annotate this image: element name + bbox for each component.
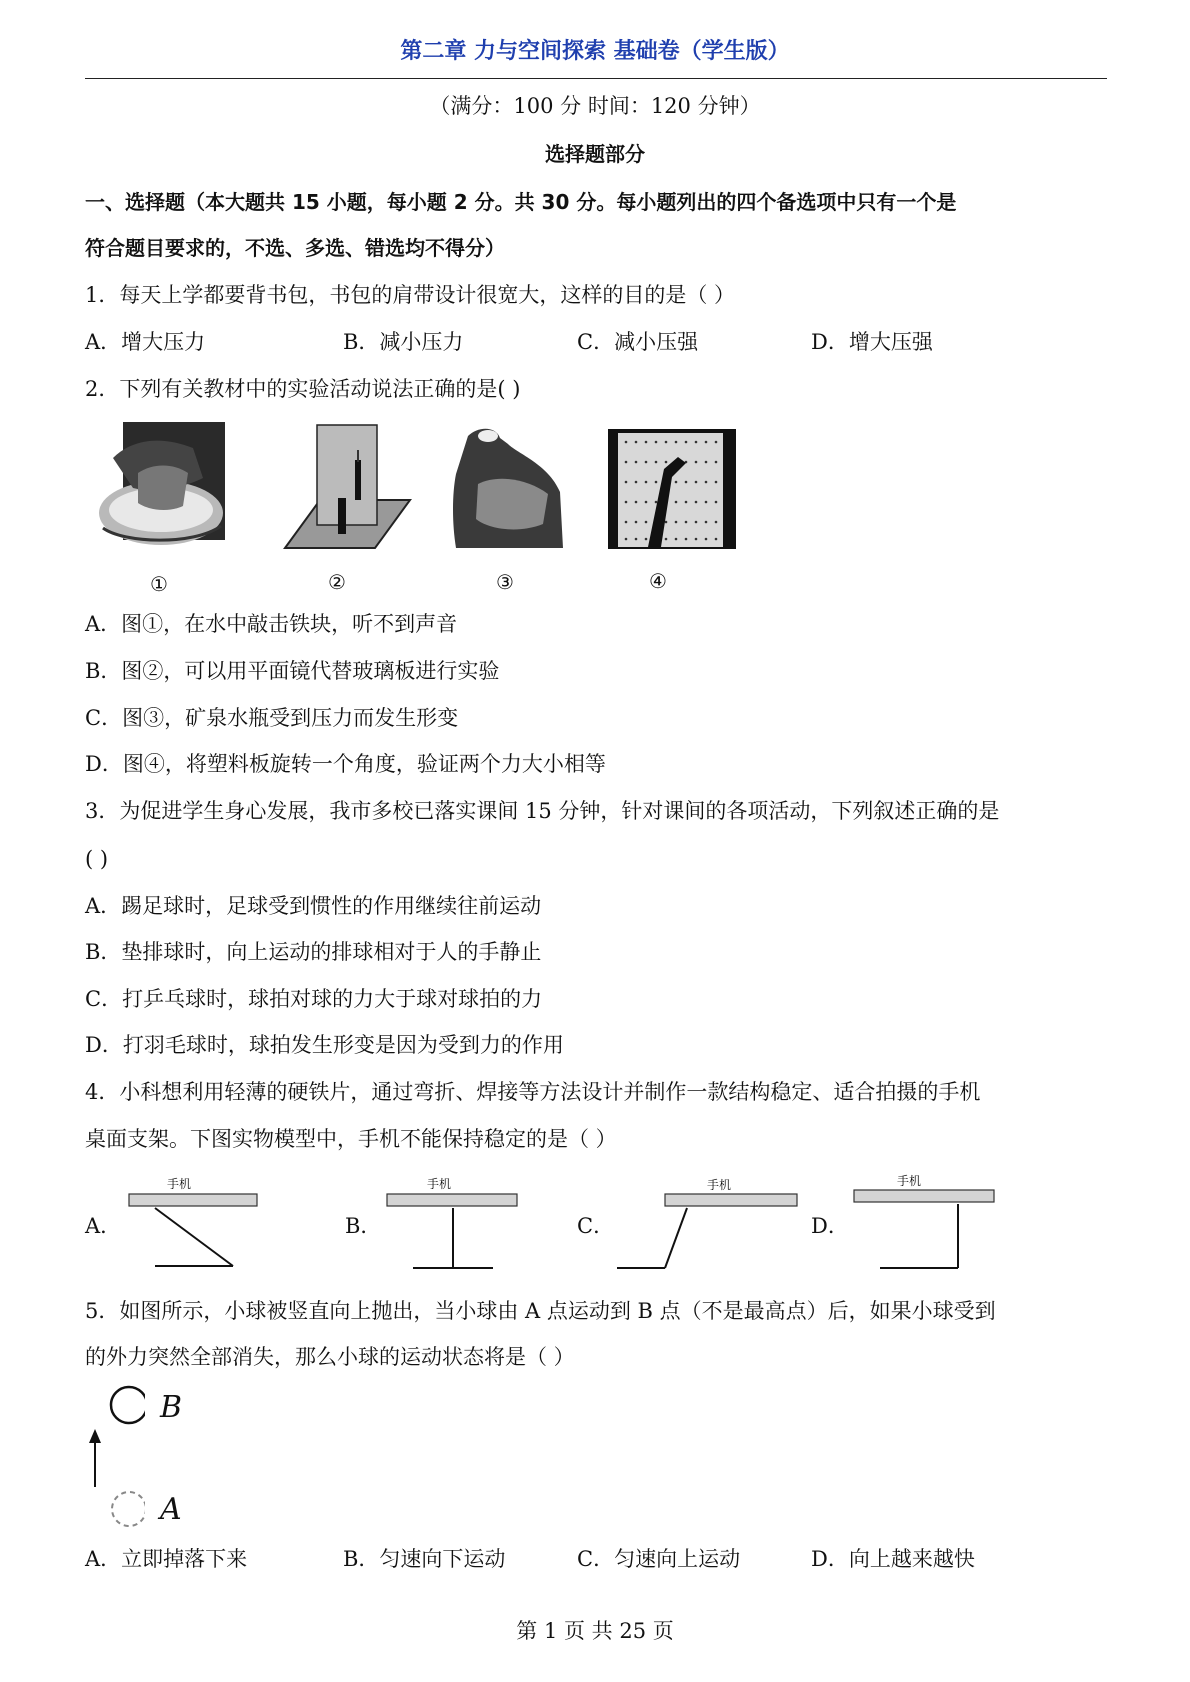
q4-option-d: D． bbox=[811, 1214, 849, 1238]
q4-d-phone-label: 手机 bbox=[897, 1174, 922, 1188]
q4-option-a: A． bbox=[85, 1214, 122, 1238]
figure-1-water-photo bbox=[93, 418, 228, 553]
q5-option-d: D．向上越来越快 bbox=[811, 1547, 975, 1571]
q5-option-a: A．立即掉落下来 bbox=[85, 1547, 248, 1571]
exam-meta: （满分：100 分 时间：120 分钟） bbox=[429, 94, 761, 118]
q3-option-d: D．打羽毛球时，球拍发生形变是因为受到力的作用 bbox=[85, 1033, 564, 1057]
figure-2-label: ② bbox=[328, 570, 346, 594]
page-number: 第 1 页 共 25 页 bbox=[516, 1619, 674, 1643]
q4-a-phone-label: 手机 bbox=[167, 1177, 192, 1191]
question-3-stem-line-2: ( ) bbox=[85, 847, 109, 871]
figure-2-mirror-photo bbox=[280, 420, 415, 555]
q5-option-b: B．匀速向下运动 bbox=[343, 1547, 506, 1571]
question-1-stem: 1．每天上学都要背书包，书包的肩带设计很宽大，这样的目的是（ ） bbox=[85, 283, 736, 307]
q5-ball-motion-diagram bbox=[85, 1385, 145, 1535]
question-2-stem: 2．下列有关教材中的实验活动说法正确的是( ) bbox=[85, 377, 521, 401]
q4-option-b: B． bbox=[345, 1214, 382, 1238]
header-divider bbox=[85, 78, 1107, 79]
q3-option-c: C．打乒乓球时，球拍对球的力大于球对球拍的力 bbox=[85, 987, 543, 1011]
question-3-stem-line-1: 3．为促进学生身心发展，我市多校已落实课间 15 分钟，针对课间的各项活动，下列叙述正确的是 bbox=[85, 799, 1000, 823]
q2-option-d: D．图④，将塑料板旋转一个角度，验证两个力大小相等 bbox=[85, 752, 606, 776]
q5-option-c: C．匀速向上运动 bbox=[577, 1547, 741, 1571]
question-4-stem-line-1: 4．小科想利用轻薄的硬铁片，通过弯折、焊接等方法设计并制作一款结构稳定、适合拍摄的手机 bbox=[85, 1080, 981, 1104]
point-b-label: B bbox=[160, 1390, 183, 1425]
figure-4-board-photo bbox=[606, 427, 738, 552]
q4-option-c: C． bbox=[577, 1214, 615, 1238]
q2-option-b: B．图②，可以用平面镜代替玻璃板进行实验 bbox=[85, 659, 500, 683]
document-title: 第二章 力与空间探索 基础卷（学生版） bbox=[400, 39, 790, 64]
q4-stand-a-diagram bbox=[125, 1190, 265, 1270]
q4-c-phone-label: 手机 bbox=[707, 1178, 732, 1192]
question-4-stem-line-2: 桌面支架。下图实物模型中，手机不能保持稳定的是（ ） bbox=[85, 1127, 617, 1151]
q2-option-c: C．图③，矿泉水瓶受到压力而发生形变 bbox=[85, 706, 459, 730]
q4-stand-c-diagram bbox=[615, 1190, 805, 1272]
q1-option-a: A．增大压力 bbox=[85, 330, 206, 354]
section-heading-line-2: 符合题目要求的，不选、多选、错选均不得分） bbox=[85, 236, 505, 260]
q4-b-phone-label: 手机 bbox=[427, 1177, 452, 1191]
point-a-label: A bbox=[160, 1492, 182, 1527]
section-heading-line-1: 一、选择题（本大题共 15 小题，每小题 2 分。共 30 分。每小题列出的四个备选项中只有一个是 bbox=[85, 190, 957, 214]
q1-option-b: B．减小压力 bbox=[343, 330, 464, 354]
figure-4-label: ④ bbox=[649, 569, 667, 593]
q1-option-d: D．增大压强 bbox=[811, 330, 933, 354]
q4-stand-d-diagram bbox=[850, 1186, 1000, 1272]
q4-stand-b-diagram bbox=[383, 1190, 523, 1272]
q3-option-a: A．踢足球时，足球受到惯性的作用继续往前运动 bbox=[85, 894, 542, 918]
question-5-stem-line-1: 5．如图所示，小球被竖直向上抛出，当小球由 A 点运动到 B 点（不是最高点）后，如果小球受到 bbox=[85, 1299, 996, 1323]
q2-option-a: A．图①，在水中敲击铁块，听不到声音 bbox=[85, 612, 458, 636]
figure-1-label: ① bbox=[150, 572, 168, 596]
part-heading: 选择题部分 bbox=[545, 142, 645, 166]
figure-3-bottle-photo bbox=[448, 424, 568, 554]
question-5-stem-line-2: 的外力突然全部消失，那么小球的运动状态将是（ ） bbox=[85, 1345, 575, 1369]
figure-3-label: ③ bbox=[496, 570, 514, 594]
q3-option-b: B．垫排球时，向上运动的排球相对于人的手静止 bbox=[85, 940, 542, 964]
q1-option-c: C．减小压强 bbox=[577, 330, 699, 354]
